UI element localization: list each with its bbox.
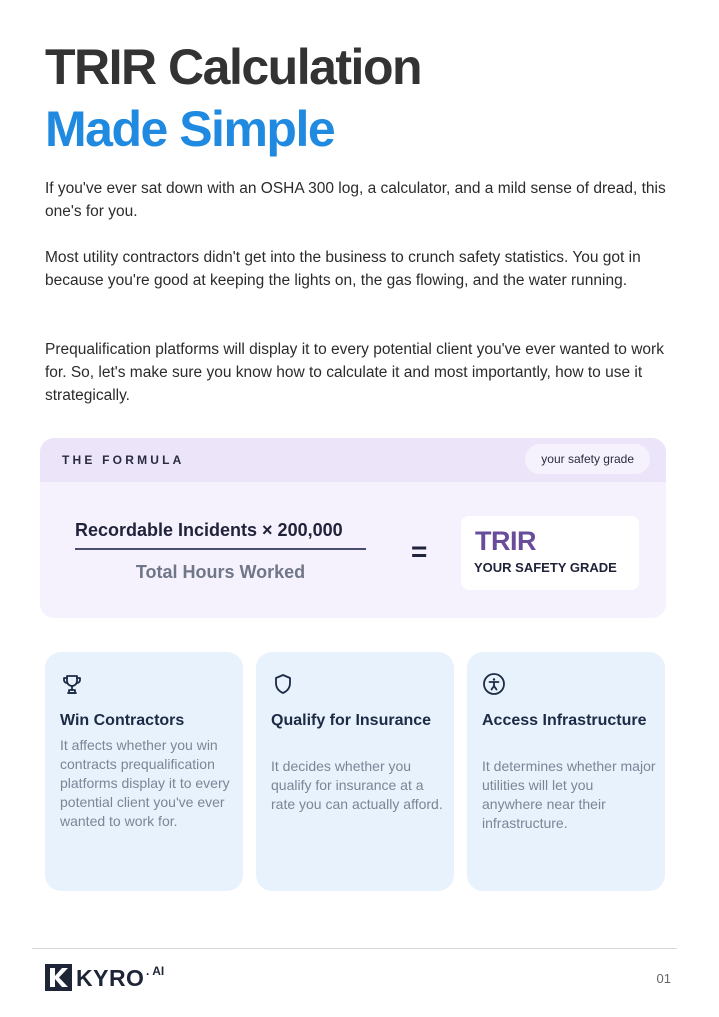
safety-grade-pill: your safety grade [525, 444, 650, 474]
page-title-line2: Made Simple [45, 101, 335, 157]
card-access-infrastructure [467, 652, 665, 891]
accessibility-icon [482, 672, 506, 696]
result-title: TRIR [475, 526, 536, 556]
intro-paragraph-3: Prequalification platforms will display it to every potential client you've ever wanted to work for. So, let's make sure you know how to calculate it and most importantly, how to use it strategically. [45, 341, 664, 404]
formula-header [40, 438, 666, 482]
intro-paragraph-2: Most utility contractors didn't get into the business to crunch safety statistics. You got in because you're good at keeping the lights on, the gas flowing, and the water running. [45, 249, 641, 289]
brand-name: KYRO [76, 965, 145, 991]
result-box [461, 516, 639, 590]
card-title: Qualify for Insurance [271, 712, 432, 729]
card-qualify-insurance [256, 652, 454, 891]
footer-divider [32, 948, 677, 949]
card-text: It determines whether major utilities will let you anywhere near their infrastructure. [482, 758, 656, 831]
page-number: 01 [656, 971, 671, 986]
intro-paragraph-1: If you've ever sat down with an OSHA 300 log, a calculator, and a mild sense of dread, this one's for you. [45, 180, 666, 220]
shield-icon [271, 672, 295, 696]
kyro-logo-mark-icon [45, 964, 72, 991]
formula-numerator: Recordable Incidents × 200,000 [75, 520, 343, 540]
card-title: Win Contractors [60, 712, 185, 729]
formula-label: THE FORMULA [62, 453, 185, 467]
card-title: Access Infrastructure [482, 712, 647, 729]
page-title-line1: TRIR Calculation [45, 39, 422, 95]
trophy-icon [60, 672, 84, 696]
kyro-logo [45, 963, 185, 993]
equals-sign: = [411, 536, 428, 567]
card-win-contractors [45, 652, 243, 891]
fraction-line [75, 548, 366, 550]
card-text: It decides whether you qualify for insurance at a rate you can actually afford. [271, 758, 443, 812]
brand-suffix: . AI [146, 964, 165, 978]
card-text: It affects whether you win contracts prequalification platforms display it to every potential client you've ever wanted to work for. [60, 737, 230, 829]
result-subtitle: YOUR SAFETY GRADE [474, 560, 617, 575]
formula-denominator: Total Hours Worked [135, 562, 306, 582]
